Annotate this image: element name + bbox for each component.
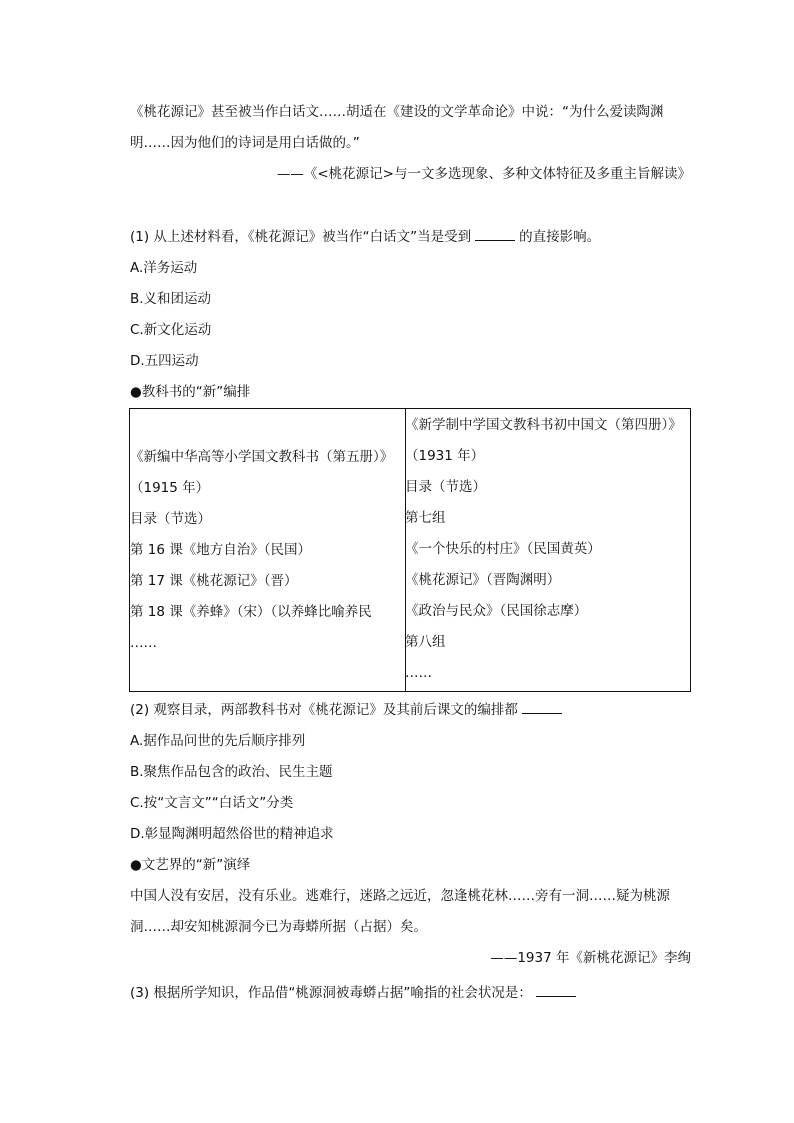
question-2-option-b[interactable]: B.聚焦作品包含的政治、民生主题 bbox=[130, 764, 333, 780]
table-cell: 目录（节选） bbox=[130, 511, 211, 527]
table-cell: 《桃花源记》（晋陶渊明） bbox=[405, 572, 561, 588]
question-1-option-d[interactable]: D.五四运动 bbox=[130, 353, 199, 369]
table-cell: （1931 年） bbox=[405, 448, 485, 464]
section-literature-heading: ●文艺界的“新”演绎 bbox=[130, 857, 251, 873]
table-cell: 第 18 课《养蜂》（宋）（以养蜂比喻养民 bbox=[130, 604, 372, 620]
table-cell: …… bbox=[130, 635, 157, 651]
intro-line-2: 明……因为他们的诗词是用白话做的。” bbox=[130, 135, 360, 151]
table-cell: …… bbox=[405, 665, 432, 681]
table-column-1915 bbox=[130, 409, 406, 691]
question-1-stem bbox=[130, 227, 600, 247]
quote-source: ——1937 年《新桃花源记》李绚 bbox=[490, 950, 691, 966]
question-1-option-c[interactable]: C.新文化运动 bbox=[130, 322, 212, 338]
table-cell: 第七组 bbox=[405, 510, 446, 526]
table-cell: 第 16 课《地方自治》（民国） bbox=[130, 542, 312, 558]
quote-line-1: 中国人没有安居，没有乐业。逃难行，迷路之远近，忽逢桃花林……旁有一洞……疑为桃源 bbox=[130, 888, 670, 904]
table-cell: 第 17 课《桃花源记》（晋） bbox=[130, 573, 298, 589]
question-2-stem-text: (2) 观察目录，两部教科书对《桃花源记》及其前后课文的编排都 bbox=[130, 702, 518, 718]
question-1-stem-before: (1) 从上述材料看，《桃花源记》被当作“白话文”当是受到 bbox=[130, 229, 472, 245]
answer-blank-3[interactable] bbox=[536, 984, 576, 997]
intro-source: ——《<桃花源记>与一文多选现象、多种文体特征及多重主旨解读》 bbox=[276, 166, 691, 182]
section-textbook-heading: ●教科书的“新”编排 bbox=[130, 384, 251, 400]
table-column-1931 bbox=[405, 409, 690, 691]
question-1-option-b[interactable]: B.义和团运动 bbox=[130, 291, 212, 307]
answer-blank-2[interactable] bbox=[522, 701, 562, 714]
table-cell: 《新编中华高等小学国文教科书（第五册）》 bbox=[130, 449, 394, 465]
table-cell: 《一个快乐的村庄》（民国黄英） bbox=[405, 541, 601, 557]
question-2-stem bbox=[130, 700, 566, 720]
question-1-stem-after: 的直接影响。 bbox=[519, 229, 601, 245]
question-2-option-d[interactable]: D.彰显陶渊明超然俗世的精神追求 bbox=[130, 826, 334, 842]
intro-line-1: 《桃花源记》甚至被当作白话文……胡适在《建设的文学革命论》中说：“为什么爱读陶渊 bbox=[130, 104, 664, 120]
table-cell: 《新学制中学国文教科书初中国文（第四册）》 bbox=[405, 417, 682, 433]
textbook-table bbox=[129, 408, 691, 692]
question-1-option-a[interactable]: A.洋务运动 bbox=[130, 260, 198, 276]
table-cell: 目录（节选） bbox=[405, 479, 486, 495]
table-cell: （1915 年） bbox=[130, 480, 210, 496]
table-cell: 《政治与民众》（民国徐志摩） bbox=[405, 603, 588, 619]
answer-blank-1[interactable] bbox=[475, 228, 515, 241]
question-3-stem-text: (3) 根据所学知识，作品借“桃源洞被毒蟒占据”喻指的社会状况是： bbox=[130, 985, 532, 1001]
question-2-option-a[interactable]: A.据作品问世的先后顺序排列 bbox=[130, 733, 306, 749]
table-cell: 第八组 bbox=[405, 634, 446, 650]
question-2-option-c[interactable]: C.按“文言文”“白话文”分类 bbox=[130, 795, 294, 811]
question-3-stem bbox=[130, 983, 580, 1003]
quote-line-2: 洞……却安知桃源洞今已为毒蟒所据（占据）矣。 bbox=[130, 919, 427, 935]
